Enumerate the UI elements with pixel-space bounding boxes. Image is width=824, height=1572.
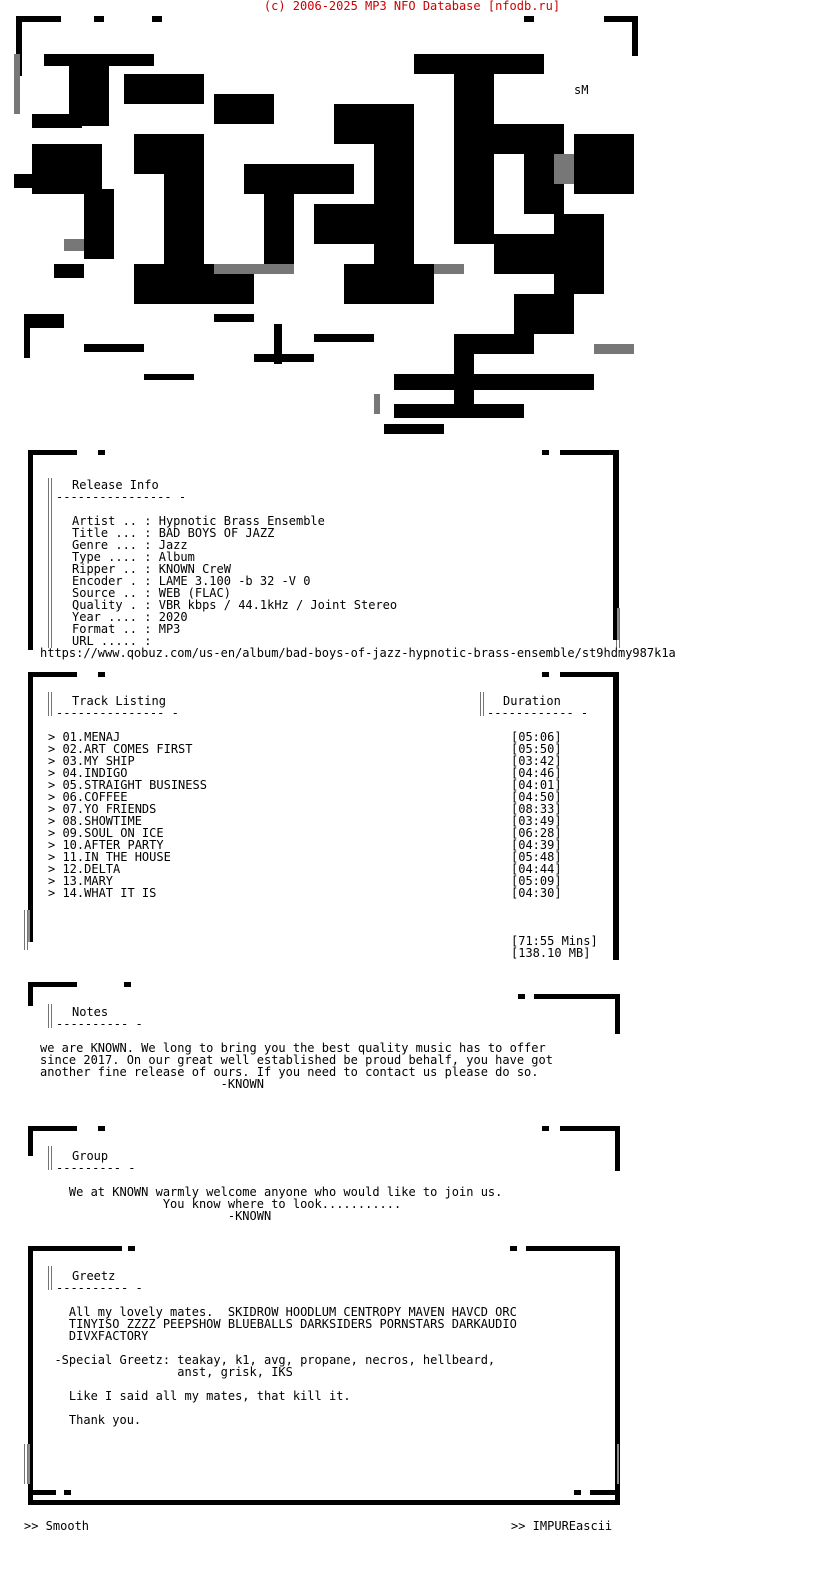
- greetz-line: anst, grisk, IKS: [40, 1365, 293, 1379]
- value-quality: VBR kbps / 44.1kHz / Joint Stereo: [158, 598, 398, 612]
- track-name: > 11.IN THE HOUSE: [48, 850, 171, 864]
- track-duration: [03:42]: [511, 754, 562, 768]
- notes-underline: ---------- -: [56, 1017, 143, 1031]
- track-duration: [04:30]: [511, 886, 562, 900]
- track-row: [48, 863, 578, 875]
- release-info-underline: ---------------- -: [56, 490, 187, 504]
- track-duration: [04:44]: [511, 862, 562, 876]
- greetz-line: All my lovely mates. SKIDROW HOODLUM CENTROPY MAVEN HAVCD ORC: [40, 1305, 517, 1319]
- track-name: > 06.COFFEE: [48, 790, 128, 804]
- notes-line: another fine release of ours. If you need to contact us please do so.: [40, 1065, 539, 1079]
- duration-heading: Duration: [503, 694, 561, 708]
- footer-left-credit: >> Smooth: [24, 1519, 90, 1533]
- label-genre: Genre ... :: [72, 538, 152, 552]
- value-type: Album: [158, 550, 195, 564]
- track-name: > 10.AFTER PARTY: [48, 838, 164, 852]
- track-duration: [04:39]: [511, 838, 562, 852]
- release-info-list: [72, 515, 397, 647]
- greetz-line: TINYISO ZZZZ PEEPSHOW BLUEBALLS DARKSIDERS PORNSTARS DARKAUDIO: [40, 1317, 517, 1331]
- notes-text: [40, 1042, 553, 1090]
- total-size: [138.10 MB]: [511, 946, 591, 960]
- label-source: Source .. :: [72, 586, 152, 600]
- group-text: [40, 1186, 502, 1222]
- value-ripper: KNOWN CreW: [158, 562, 231, 576]
- track-row: [48, 887, 578, 899]
- track-list: [48, 731, 578, 899]
- group-line: -KNOWN: [40, 1209, 272, 1223]
- label-artist: Artist .. :: [72, 514, 152, 528]
- value-encoder: LAME 3.100 -b 32 -V 0: [158, 574, 311, 588]
- group-line: You know where to look...........: [40, 1197, 402, 1211]
- greetz-text: [40, 1306, 517, 1426]
- value-year: 2020: [158, 610, 188, 624]
- total-time: [71:55 Mins]: [511, 934, 598, 948]
- track-duration: [05:50]: [511, 742, 562, 756]
- logo-signature: sM: [574, 83, 589, 97]
- track-name: > 14.WHAT IT IS: [48, 886, 157, 900]
- label-url: URL ..... :: [72, 634, 152, 648]
- greetz-line: Thank you.: [40, 1413, 142, 1427]
- ascii-logo: [14, 14, 639, 444]
- label-format: Format .. :: [72, 622, 152, 636]
- track-row: [48, 851, 578, 863]
- track-duration: [05:06]: [511, 730, 562, 744]
- release-url-link[interactable]: https://www.qobuz.com/us-en/album/bad-boys-of-jazz-hypnotic-brass-ensemble/st9hdmy987k1a: [40, 646, 676, 660]
- track-listing-underline: --------------- -: [56, 706, 179, 720]
- label-quality: Quality . :: [72, 598, 152, 612]
- value-source: WEB (FLAC): [158, 586, 231, 600]
- group-line: We at KNOWN warmly welcome anyone who would like to join us.: [40, 1185, 503, 1199]
- value-artist: Hypnotic Brass Ensemble: [158, 514, 325, 528]
- label-title: Title ... :: [72, 526, 152, 540]
- track-name: > 09.SOUL ON ICE: [48, 826, 164, 840]
- greetz-underline: ---------- -: [56, 1281, 143, 1295]
- track-duration: [04:01]: [511, 778, 562, 792]
- notes-frame: [24, 980, 624, 1050]
- track-duration: [03:49]: [511, 814, 562, 828]
- value-title: BAD BOYS OF JAZZ: [158, 526, 275, 540]
- value-format: MP3: [158, 622, 181, 636]
- track-row: [48, 755, 578, 767]
- footer-right-credit: >> IMPUREascii: [511, 1519, 613, 1533]
- track-name: > 04.INDIGO: [48, 766, 128, 780]
- label-ripper: Ripper .. :: [72, 562, 152, 576]
- track-name: > 01.MENAJ: [48, 730, 121, 744]
- track-duration: [04:50]: [511, 790, 562, 804]
- label-type: Type .... :: [72, 550, 152, 564]
- notes-line: since 2017. On our great well established be proud behalf, you have got: [40, 1053, 553, 1067]
- track-name: > 12.DELTA: [48, 862, 121, 876]
- track-duration: [05:48]: [511, 850, 562, 864]
- track-name: > 13.MARY: [48, 874, 114, 888]
- greetz-line: -Special Greetz: teakay, k1, avg, propane, necros, hellbeard,: [40, 1353, 496, 1367]
- track-row: [48, 779, 578, 791]
- duration-underline: ------------ -: [487, 706, 589, 720]
- notes-heading: Notes: [72, 1005, 109, 1019]
- greetz-line: Like I said all my mates, that kill it.: [40, 1389, 351, 1403]
- notes-line: -KNOWN: [40, 1077, 264, 1091]
- track-name: > 08.SHOWTIME: [48, 814, 142, 828]
- ascii-logo-art: [14, 14, 639, 444]
- notes-line: we are KNOWN. We long to bring you the best quality music has to offer: [40, 1041, 546, 1055]
- greetz-line: DIVXFACTORY: [40, 1329, 149, 1343]
- track-duration: [06:28]: [511, 826, 562, 840]
- greetz-heading: Greetz: [72, 1269, 116, 1283]
- nfodb-credit: (c) 2006-2025 MP3 NFO Database [nfodb.ru]: [263, 0, 561, 13]
- label-year: Year .... :: [72, 610, 152, 624]
- track-name: > 05.STRAIGHT BUSINESS: [48, 778, 207, 792]
- value-genre: Jazz: [158, 538, 188, 552]
- track-name: > 07.YO FRIENDS: [48, 802, 157, 816]
- label-encoder: Encoder . :: [72, 574, 152, 588]
- track-name: > 02.ART COMES FIRST: [48, 742, 193, 756]
- track-duration: [05:09]: [511, 874, 562, 888]
- track-name: > 03.MY SHIP: [48, 754, 135, 768]
- group-heading: Group: [72, 1149, 109, 1163]
- track-listing-heading: Track Listing: [72, 694, 166, 708]
- release-info-heading: Release Info: [72, 478, 159, 492]
- track-duration: [08:33]: [511, 802, 562, 816]
- group-underline: --------- -: [56, 1161, 136, 1175]
- track-duration: [04:46]: [511, 766, 562, 780]
